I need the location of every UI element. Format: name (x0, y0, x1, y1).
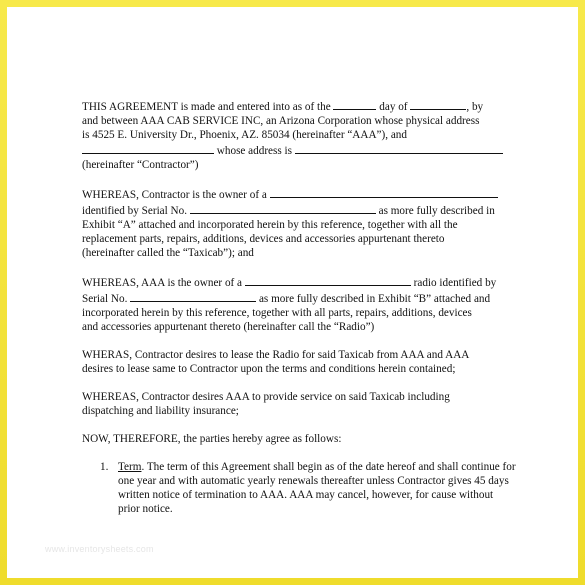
radio-owner-text: WHEREAS, AAA is the owner of a (82, 277, 243, 289)
list-item (82, 460, 517, 516)
list-item-text: . The term of this Agreement shall begin as of the date hereof and shall continue for one year and with automatic yearly renewals thereafter unless Contractor gives 45 days written notice of termination to AAA. AAA may cancel, however, for cause without prior notice. (118, 461, 516, 515)
watermark: www.inventorysheets.com (45, 544, 154, 554)
radio-serial-blank[interactable] (130, 290, 256, 302)
paragraph-whereas-service (82, 390, 517, 418)
intro-text: THIS AGREEMENT is made and entered into as of the (82, 101, 331, 113)
lease-text-line-2: desires to lease same to Contractor upon the terms and conditions herein contained; (82, 363, 456, 375)
intro-parties-text: and between AAA CAB SERVICE INC, an Arizona Corporation whose physical address (82, 115, 480, 127)
paragraph-whereas-taxicab (82, 186, 517, 260)
day-blank[interactable] (410, 98, 466, 110)
radio-serial-text: Serial No. (82, 293, 128, 305)
vehicle-blank[interactable] (270, 186, 498, 198)
service-text-line-2: dispatching and liability insurance; (82, 405, 239, 417)
document-body (82, 98, 517, 516)
radio-accessories-text: and accessories appurtenant thereto (hereinafter call the “Radio”) (82, 321, 375, 333)
terms-list (82, 460, 517, 516)
lease-text-line-1: WHERAS, Contractor desires to lease the Radio for said Taxicab from AAA and AAA (82, 349, 470, 361)
taxicab-described-text: as more fully described in (378, 205, 495, 217)
contractor-name-blank[interactable] (82, 142, 214, 154)
taxicab-exhibit-text: Exhibit “A” attached and incorporated herein by this reference, together with all the (82, 219, 458, 231)
date-blank[interactable] (333, 98, 376, 110)
paragraph-whereas-radio (82, 274, 517, 334)
contractor-address-blank[interactable] (295, 142, 503, 154)
paragraph-agreement-intro (82, 98, 517, 172)
radio-blank[interactable] (245, 274, 411, 286)
intro-day-text: day of (379, 101, 408, 113)
intro-whose-address-text: whose address is (216, 145, 292, 157)
intro-contractor-text: (hereinafter “Contractor”) (82, 159, 199, 171)
taxicab-owner-text: WHEREAS, Contractor is the owner of a (82, 189, 267, 201)
taxicab-serial-text: identified by Serial No. (82, 205, 188, 217)
list-item-heading: Term (118, 461, 142, 473)
taxicab-called-text: (hereinafter called the “Taxicab”); and (82, 247, 254, 259)
taxicab-serial-blank[interactable] (190, 202, 376, 214)
radio-incorporated-text: incorporated herein by this reference, together with all parts, repairs, additions, devices (82, 307, 472, 319)
intro-address-text: is 4525 E. University Dr., Phoenix, AZ. 85034 (hereinafter “AAA”), and (82, 129, 407, 141)
radio-identified-text: radio identified by (413, 277, 497, 289)
intro-by-text: , by (466, 101, 484, 113)
radio-described-text: as more fully described in Exhibit “B” attached and (258, 293, 491, 305)
paragraph-whereas-lease (82, 348, 517, 376)
service-text-line-1: WHEREAS, Contractor desires AAA to provide service on said Taxicab including (82, 391, 450, 403)
document-page (7, 7, 578, 578)
list-item-number: 1. (100, 461, 109, 473)
taxicab-parts-text: replacement parts, repairs, additions, devices and accessories appurtenant thereto (82, 233, 445, 245)
paragraph-now-therefore: NOW, THEREFORE, the parties hereby agree as follows: (82, 433, 342, 445)
